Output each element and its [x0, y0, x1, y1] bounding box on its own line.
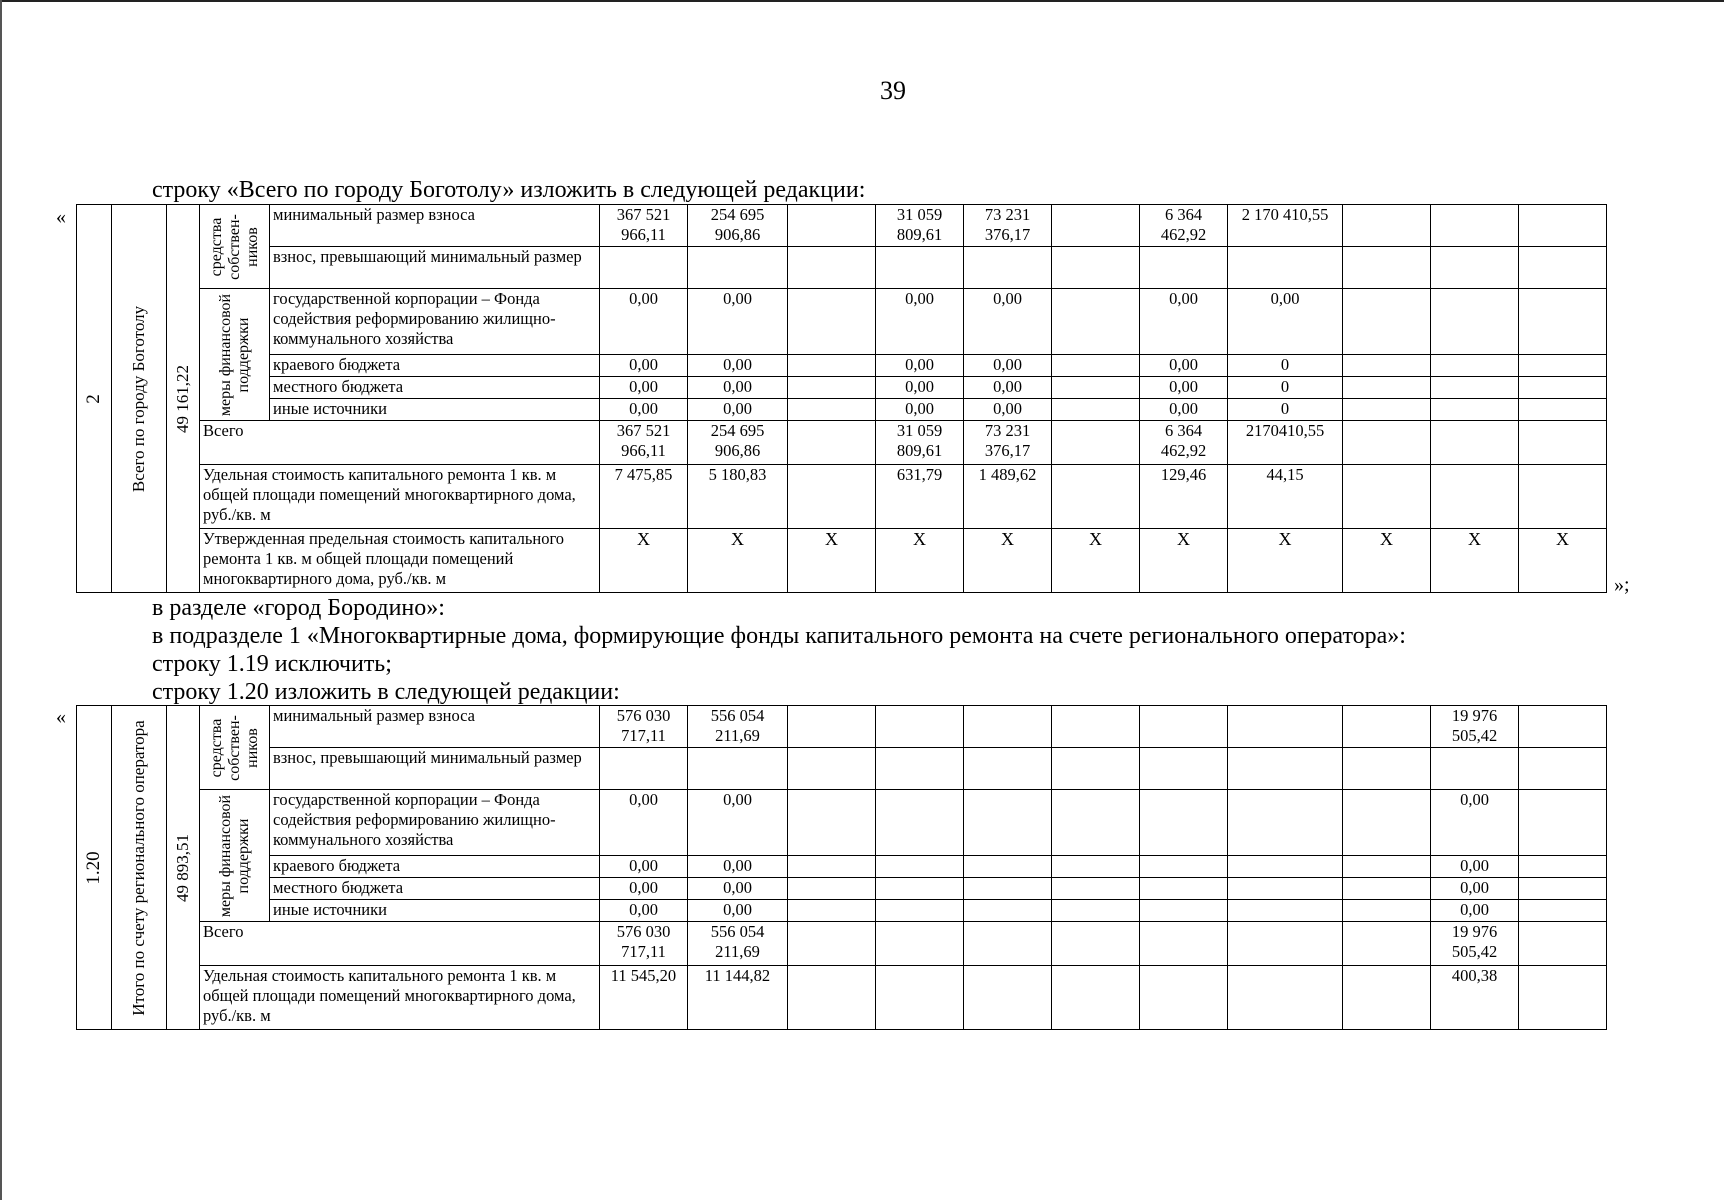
row-number: 2 — [83, 393, 104, 404]
value-cell — [788, 289, 876, 355]
value-cell — [876, 748, 964, 790]
value-cell — [964, 878, 1052, 900]
value-cell — [1140, 856, 1228, 878]
value-cell — [1052, 355, 1140, 377]
value-cell — [688, 247, 788, 289]
value-cell: X — [688, 529, 788, 593]
area-value: 49 893,51 — [173, 833, 192, 902]
page-edge-left — [0, 0, 2, 1200]
value-cell — [1519, 706, 1607, 748]
value-cell — [1228, 900, 1343, 922]
row-name-cell — [112, 706, 167, 1030]
value-cell — [1228, 922, 1343, 966]
value-cell — [788, 878, 876, 900]
value-cell: 367 521 966,11 — [600, 421, 688, 465]
value-cell: 0 — [1228, 355, 1343, 377]
value-cell: 2 170 410,55 — [1228, 205, 1343, 247]
value-cell: 0,00 — [688, 790, 788, 856]
value-cell — [1052, 377, 1140, 399]
row-name-cell — [112, 205, 167, 593]
value-cell: 400,38 — [1431, 966, 1519, 1030]
value-cell — [1343, 966, 1431, 1030]
value-cell — [1343, 247, 1431, 289]
value-cell: 0,00 — [688, 900, 788, 922]
value-cell — [788, 399, 876, 421]
value-cell: 7 475,85 — [600, 465, 688, 529]
value-cell: 0,00 — [1140, 377, 1228, 399]
value-cell: 254 695 906,86 — [688, 421, 788, 465]
value-cell — [788, 706, 876, 748]
value-cell: X — [1052, 529, 1140, 593]
owners-group-cell — [200, 706, 270, 790]
value-cell — [1519, 421, 1607, 465]
value-cell — [1343, 377, 1431, 399]
value-cell: 0,00 — [600, 790, 688, 856]
value-cell: 0,00 — [1431, 878, 1519, 900]
value-cell — [788, 922, 876, 966]
value-cell — [964, 900, 1052, 922]
value-cell — [1519, 878, 1607, 900]
value-cell — [1343, 922, 1431, 966]
value-cell: 1 489,62 — [964, 465, 1052, 529]
value-cell — [788, 355, 876, 377]
value-cell — [1140, 966, 1228, 1030]
value-cell — [788, 247, 876, 289]
value-cell — [964, 922, 1052, 966]
value-cell — [964, 790, 1052, 856]
value-cell: 0,00 — [964, 399, 1052, 421]
value-cell — [1343, 465, 1431, 529]
row-120-table — [76, 705, 1607, 1030]
page-edge-top — [0, 0, 1724, 2]
row-number-cell — [77, 205, 112, 593]
value-cell: 0,00 — [1431, 900, 1519, 922]
value-cell: 0,00 — [876, 289, 964, 355]
value-cell — [1052, 922, 1140, 966]
value-cell — [1228, 878, 1343, 900]
value-cell: X — [1140, 529, 1228, 593]
value-cell — [1228, 790, 1343, 856]
row-label: иные источники — [270, 900, 600, 922]
value-cell — [1052, 748, 1140, 790]
value-cell — [1052, 421, 1140, 465]
value-cell — [788, 966, 876, 1030]
row-120-intro-line: строку 1.20 изложить в следующей редакции: — [152, 679, 620, 705]
value-cell — [1140, 706, 1228, 748]
value-cell — [1140, 878, 1228, 900]
value-cell — [1519, 205, 1607, 247]
value-cell — [1052, 399, 1140, 421]
area-cell — [167, 205, 200, 593]
value-cell — [1519, 355, 1607, 377]
value-cell — [1140, 247, 1228, 289]
value-cell: 129,46 — [1140, 465, 1228, 529]
value-cell: 576 030 717,11 — [600, 706, 688, 748]
value-cell: 11 545,20 — [600, 966, 688, 1030]
owners-group-label: средства собствен- ников — [207, 213, 261, 280]
value-cell — [1228, 966, 1343, 1030]
value-cell: 19 976 505,42 — [1431, 706, 1519, 748]
value-cell — [876, 790, 964, 856]
value-cell — [1228, 748, 1343, 790]
value-cell — [1343, 856, 1431, 878]
value-cell: 73 231 376,17 — [964, 205, 1052, 247]
value-cell: 0,00 — [600, 856, 688, 878]
value-cell — [788, 377, 876, 399]
value-cell — [1431, 355, 1519, 377]
value-cell — [1519, 790, 1607, 856]
value-cell — [600, 247, 688, 289]
row-label: местного бюджета — [270, 377, 600, 399]
value-cell: 576 030 717,11 — [600, 922, 688, 966]
value-cell: X — [964, 529, 1052, 593]
value-cell — [600, 748, 688, 790]
value-cell: 0 — [1228, 377, 1343, 399]
value-cell — [1140, 900, 1228, 922]
row-name: Итого по счету регионального оператора — [129, 719, 148, 1016]
value-cell: 0,00 — [876, 399, 964, 421]
value-cell: X — [600, 529, 688, 593]
row-label: краевого бюджета — [270, 856, 600, 878]
value-cell: 73 231 376,17 — [964, 421, 1052, 465]
value-cell: 19 976 505,42 — [1431, 922, 1519, 966]
value-cell: 0,00 — [1431, 790, 1519, 856]
support-group-label: меры финансовой поддержки — [216, 794, 252, 917]
value-cell — [1343, 748, 1431, 790]
value-cell — [1052, 247, 1140, 289]
row-label: государственной корпорации – Фонда содействия реформированию жилищно-коммунального хозяйства — [270, 289, 600, 355]
value-cell: 0,00 — [600, 355, 688, 377]
value-cell: 6 364 462,92 — [1140, 205, 1228, 247]
value-cell — [788, 790, 876, 856]
value-cell — [1052, 878, 1140, 900]
value-cell — [788, 856, 876, 878]
value-cell — [1519, 900, 1607, 922]
value-cell — [1431, 421, 1519, 465]
value-cell: 0,00 — [964, 377, 1052, 399]
value-cell — [1052, 289, 1140, 355]
value-cell: 0,00 — [600, 377, 688, 399]
value-cell — [1519, 289, 1607, 355]
value-cell: 0 — [1228, 399, 1343, 421]
value-cell — [876, 966, 964, 1030]
value-cell — [1519, 465, 1607, 529]
value-cell — [788, 421, 876, 465]
support-group-cell — [200, 790, 270, 922]
value-cell — [1052, 790, 1140, 856]
bogotol-total-table — [76, 204, 1607, 593]
area-value: 49 161,22 — [173, 364, 192, 433]
value-cell — [788, 748, 876, 790]
row-label: иные источники — [270, 399, 600, 421]
value-cell: 254 695 906,86 — [688, 205, 788, 247]
value-cell: 0,00 — [1228, 289, 1343, 355]
value-cell: 0,00 — [1140, 355, 1228, 377]
value-cell: 0,00 — [688, 856, 788, 878]
value-cell — [1519, 377, 1607, 399]
row-label: минимальный размер взноса — [270, 205, 600, 247]
value-cell — [1519, 748, 1607, 790]
value-cell: 0,00 — [1140, 289, 1228, 355]
value-cell — [1052, 900, 1140, 922]
value-cell — [1431, 748, 1519, 790]
value-cell — [1343, 706, 1431, 748]
value-cell: 0,00 — [964, 289, 1052, 355]
value-cell — [1052, 706, 1140, 748]
row-label: Удельная стоимость капитального ремонта 1 кв. м общей площади помещений многоквартирного дома, руб./кв. м — [200, 966, 600, 1030]
value-cell: 0,00 — [876, 377, 964, 399]
value-cell: X — [1228, 529, 1343, 593]
section1-intro: строку «Всего по городу Боготолу» изложить в следующей редакции: — [152, 177, 866, 203]
value-cell — [964, 966, 1052, 1030]
value-cell — [788, 205, 876, 247]
value-cell — [1052, 465, 1140, 529]
section1-open-quote: « — [56, 206, 66, 228]
row-number: 1.20 — [83, 850, 104, 885]
row-119-exclude-line: строку 1.19 исключить; — [152, 651, 392, 677]
value-cell: X — [1431, 529, 1519, 593]
value-cell: 0,00 — [688, 289, 788, 355]
value-cell — [1343, 205, 1431, 247]
value-cell: 0,00 — [964, 355, 1052, 377]
value-cell: 0,00 — [688, 878, 788, 900]
value-cell: 2170410,55 — [1228, 421, 1343, 465]
value-cell: 556 054 211,69 — [688, 922, 788, 966]
value-cell — [1343, 790, 1431, 856]
value-cell — [1343, 355, 1431, 377]
value-cell — [1519, 856, 1607, 878]
row-number-cell — [77, 706, 112, 1030]
total-row-label: Всего — [200, 421, 600, 465]
value-cell — [1431, 205, 1519, 247]
value-cell: 0,00 — [688, 355, 788, 377]
support-group-label: меры финансовой поддержки — [216, 293, 252, 416]
value-cell: 31 059 809,61 — [876, 205, 964, 247]
value-cell — [964, 706, 1052, 748]
value-cell — [1431, 399, 1519, 421]
owners-group-cell — [200, 205, 270, 289]
value-cell — [1431, 465, 1519, 529]
row-label: Утвержденная предельная стоимость капитального ремонта 1 кв. м общей площади помещений многоквартирного дома, руб./кв. м — [200, 529, 600, 593]
row-label: взнос, превышающий минимальный размер — [270, 247, 600, 289]
row-label: краевого бюджета — [270, 355, 600, 377]
borodino-subsection-line: в подразделе 1 «Многоквартирные дома, формирующие фонды капитального ремонта на счете регионального оператора»: — [152, 623, 1406, 649]
value-cell: 631,79 — [876, 465, 964, 529]
value-cell — [1052, 966, 1140, 1030]
row-label: государственной корпорации – Фонда содействия реформированию жилищно-коммунального хозяйства — [270, 790, 600, 856]
value-cell — [964, 247, 1052, 289]
value-cell — [1431, 247, 1519, 289]
value-cell: X — [1519, 529, 1607, 593]
value-cell — [1519, 922, 1607, 966]
value-cell — [1140, 748, 1228, 790]
value-cell — [1228, 706, 1343, 748]
row-label: Удельная стоимость капитального ремонта 1 кв. м общей площади помещений многоквартирного дома, руб./кв. м — [200, 465, 600, 529]
value-cell: 0,00 — [1140, 399, 1228, 421]
value-cell: 0,00 — [600, 399, 688, 421]
value-cell — [788, 900, 876, 922]
value-cell — [1343, 421, 1431, 465]
value-cell — [1343, 399, 1431, 421]
borodino-section-line: в разделе «город Бородино»: — [152, 595, 445, 621]
value-cell — [876, 900, 964, 922]
value-cell — [1140, 790, 1228, 856]
value-cell — [876, 706, 964, 748]
value-cell — [1228, 247, 1343, 289]
row-label: местного бюджета — [270, 878, 600, 900]
owners-group-label: средства собствен- ников — [207, 714, 261, 781]
value-cell — [1431, 289, 1519, 355]
value-cell — [1519, 399, 1607, 421]
value-cell: 0,00 — [600, 289, 688, 355]
total-row-label: Всего — [200, 922, 600, 966]
row-label: взнос, превышающий минимальный размер — [270, 748, 600, 790]
section1-close-quote: »; — [1614, 574, 1630, 596]
value-cell: 0,00 — [600, 900, 688, 922]
value-cell — [876, 247, 964, 289]
row-label: минимальный размер взноса — [270, 706, 600, 748]
value-cell: 6 364 462,92 — [1140, 421, 1228, 465]
value-cell: 0,00 — [876, 355, 964, 377]
value-cell: 31 059 809,61 — [876, 421, 964, 465]
area-cell — [167, 706, 200, 1030]
value-cell — [964, 748, 1052, 790]
value-cell — [1140, 922, 1228, 966]
value-cell — [688, 748, 788, 790]
value-cell — [1343, 878, 1431, 900]
value-cell: 0,00 — [688, 399, 788, 421]
value-cell — [1431, 377, 1519, 399]
value-cell — [1343, 289, 1431, 355]
value-cell: X — [876, 529, 964, 593]
value-cell: X — [1343, 529, 1431, 593]
value-cell — [876, 856, 964, 878]
value-cell — [788, 465, 876, 529]
section2-open-quote: « — [56, 706, 66, 728]
value-cell: 0,00 — [600, 878, 688, 900]
value-cell: 11 144,82 — [688, 966, 788, 1030]
value-cell: X — [788, 529, 876, 593]
value-cell — [1052, 205, 1140, 247]
value-cell — [1052, 856, 1140, 878]
page-number: 39 — [880, 76, 906, 105]
value-cell: 367 521 966,11 — [600, 205, 688, 247]
value-cell — [876, 922, 964, 966]
value-cell — [1519, 966, 1607, 1030]
value-cell — [876, 878, 964, 900]
value-cell — [1343, 900, 1431, 922]
row-name: Всего по городу Боготолу — [129, 305, 148, 492]
value-cell: 44,15 — [1228, 465, 1343, 529]
value-cell: 5 180,83 — [688, 465, 788, 529]
value-cell — [1519, 247, 1607, 289]
value-cell: 0,00 — [688, 377, 788, 399]
value-cell: 0,00 — [1431, 856, 1519, 878]
value-cell — [964, 856, 1052, 878]
support-group-cell — [200, 289, 270, 421]
value-cell: 556 054 211,69 — [688, 706, 788, 748]
value-cell — [1228, 856, 1343, 878]
